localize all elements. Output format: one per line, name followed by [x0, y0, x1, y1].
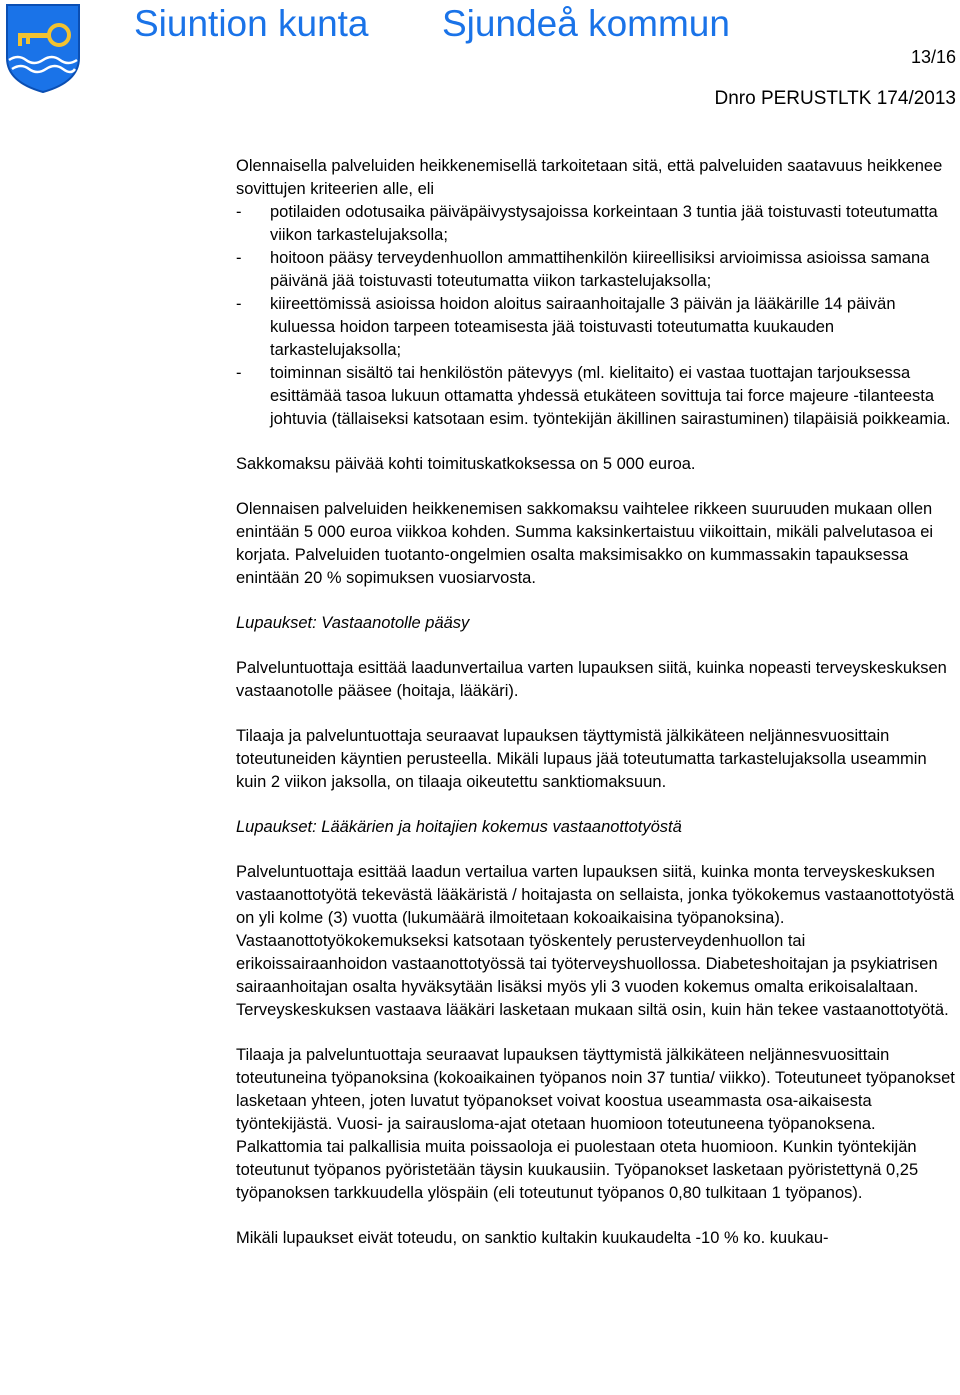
list-item-text: toiminnan sisältö tai henkilöstön pätevyys (ml. kielitaito) ei vastaa tuottajan tarjouksessa esittämää tasoa lukuun ottamatta yhdessä etukäteen sovittuja tai force majeure -tilanteesta johtuvia (tällaiseksi katsotaan esim. työntekijän äkillinen sairastuminen) tilapäisiä poikkeamia.	[270, 364, 951, 428]
final-paragraph: Mikäli lupaukset eivät toteudu, on sanktio kultakin kuukaudelta -10 % ko. kuukau-	[236, 1229, 829, 1247]
document-reference: Dnro PERUSTLTK 174/2013	[714, 88, 956, 109]
penalty-paragraph: Sakkomaksu päivää kohti toimituskatkoksessa on 5 000 euroa.	[236, 455, 696, 473]
weekly-penalty-paragraph: Olennaisen palveluiden heikkenemisen sakkomaksu vaihtelee rikkeen suuruuden mukaan ollen enintään 5 000 euroa viikkoa kohden. Summa kaksinkertaistuu viikoittain, mikäli palvelutasoa ei korjata. Palveluiden tuotanto-ongelmien osalta maksimisakko on kummassakin tapauksessa enintään 20 % sopimuksen vuosiarvosta.	[236, 500, 934, 587]
municipality-name-fi: Siuntion kunta	[134, 3, 369, 44]
experience-paragraph-1: Palveluntuottaja esittää laadun vertailua varten lupauksen siitä, kuinka monta terveyskeskuksen vastaanottotyötä tekevästä lääkäristä / hoitajasta on sellaista, jonka työkokemus vastaanottotyöstä on yli kolme (3) vuotta (lukumäärä ilmoitetaan kokoaikaisina työpanoksina). Vastaanottotyökokemukseksi katsotaan työskentely perusterveydenhuollon tai erikoissairaanhoidon vastaanottotyössä tai työterveyshuollossa. Diabeteshoitajan ja psykiatrisen sairaanhoitajan osalta hyväksytään lisäksi myös yli 3 vuoden kokemus omalta erikoisalaltaan. Terveyskeskuksen vastaava lääkäri lasketaan mukaan siltä osin, kuin hän tekee vastaanottotyötä.	[236, 863, 955, 1019]
list-item: - hoitoon pääsy terveydenhuollon ammattihenkilön kiireellisiksi arvioimissa asioissa samana päivänä jää toistuvasti toteutumatta viikon tarkastelujaksolla;	[236, 249, 930, 290]
criteria-list	[236, 201, 958, 431]
page-number: 13/16	[910, 47, 956, 67]
section-heading-access: Lupaukset: Vastaanotolle pääsy	[236, 614, 470, 632]
list-item-text: potilaiden odotusaika päiväpäivystysajoissa korkeintaan 3 tuntia jää toistuvasti toteutumatta viikon tarkastelujaksolla;	[270, 203, 938, 244]
list-item-text: hoitoon pääsy terveydenhuollon ammattihenkilön kiireellisiksi arvioimissa asioissa samana päivänä jää toistuvasti toteutumatta viikon tarkastelujaksolla;	[270, 249, 930, 290]
document-body	[236, 155, 958, 1250]
municipality-name-sv: Sjundeå kommun	[442, 3, 730, 44]
access-paragraph-2: Tilaaja ja palveluntuottaja seuraavat lupauksen täyttymistä jälkikäteen neljännesvuosittain toteutuneiden käyntien perusteella. Mikäli lupaus jää toteutumatta tarkastelujaksolla useammin kuin 2 viikon jaksolla, on tilaaja oikeutettu sanktiomaksuun.	[236, 727, 927, 791]
intro-paragraph: Olennaisella palveluiden heikkenemisellä tarkoitetaan sitä, että palveluiden saatavuus heikkenee sovittujen kriteerien alle, eli	[236, 157, 943, 198]
list-item: - potilaiden odotusaika päiväpäivystysajoissa korkeintaan 3 tuntia jää toistuvasti toteutumatta viikon tarkastelujaksolla;	[236, 203, 938, 244]
coat-of-arms-icon	[4, 2, 82, 94]
list-item: - toiminnan sisältö tai henkilöstön pätevyys (ml. kielitaito) ei vastaa tuottajan tarjouksessa esittämää tasoa lukuun ottamatta yhdessä etukäteen sovittuja tai force majeure -tilanteesta johtuvia (tällaiseksi katsotaan esim. työntekijän äkillinen sairastuminen) tilapäisiä poikkeamia.	[236, 364, 951, 428]
section-heading-experience: Lupaukset: Lääkärien ja hoitajien kokemus vastaanottotyöstä	[236, 818, 682, 836]
list-item: - kiireettömissä asioissa hoidon aloitus sairaanhoitajalle 3 päivän ja lääkärille 14 päivän kuluessa hoidon tarpeen toteamisesta jää toistuvasti toteutumatta kuukauden tarkastelujaksolla;	[236, 295, 896, 359]
experience-paragraph-2: Tilaaja ja palveluntuottaja seuraavat lupauksen täyttymistä jälkikäteen neljännesvuosittain toteutuneina työpanoksina (kokoaikainen työpanos noin 37 tuntia/ viikko). Toteutuneet työpanokset lasketaan yhteen, joten luvatut työpanokset voivat koostua useammasta osa-aikaisesta työntekijästä. Vuosi- ja sairausloma-ajat otetaan huomioon toteutuneena työpanoksena. Palkattomia tai palkallisia muita poissaoloja ei puolestaan oteta huomioon. Kunkin työntekijän toteutunut työpanos pyöristetään täysin kuukausiin. Työpanokset lasketaan pyöristettynä 0,25 työpanoksen tarkkuudella ylöspäin (eli toteutunut työpanos 0,80 tulkitaan 1 työpanos).	[236, 1046, 955, 1202]
list-item-text: kiireettömissä asioissa hoidon aloitus sairaanhoitajalle 3 päivän ja lääkärille 14 päivän kuluessa hoidon tarpeen toteamisesta jää toistuvasti toteutumatta kuukauden tarkastelujaksolla;	[270, 295, 896, 359]
access-paragraph-1: Palveluntuottaja esittää laadunvertailua varten lupauksen siitä, kuinka nopeasti terveyskeskuksen vastaanotolle pääsee (hoitaja, lääkäri).	[236, 659, 947, 700]
